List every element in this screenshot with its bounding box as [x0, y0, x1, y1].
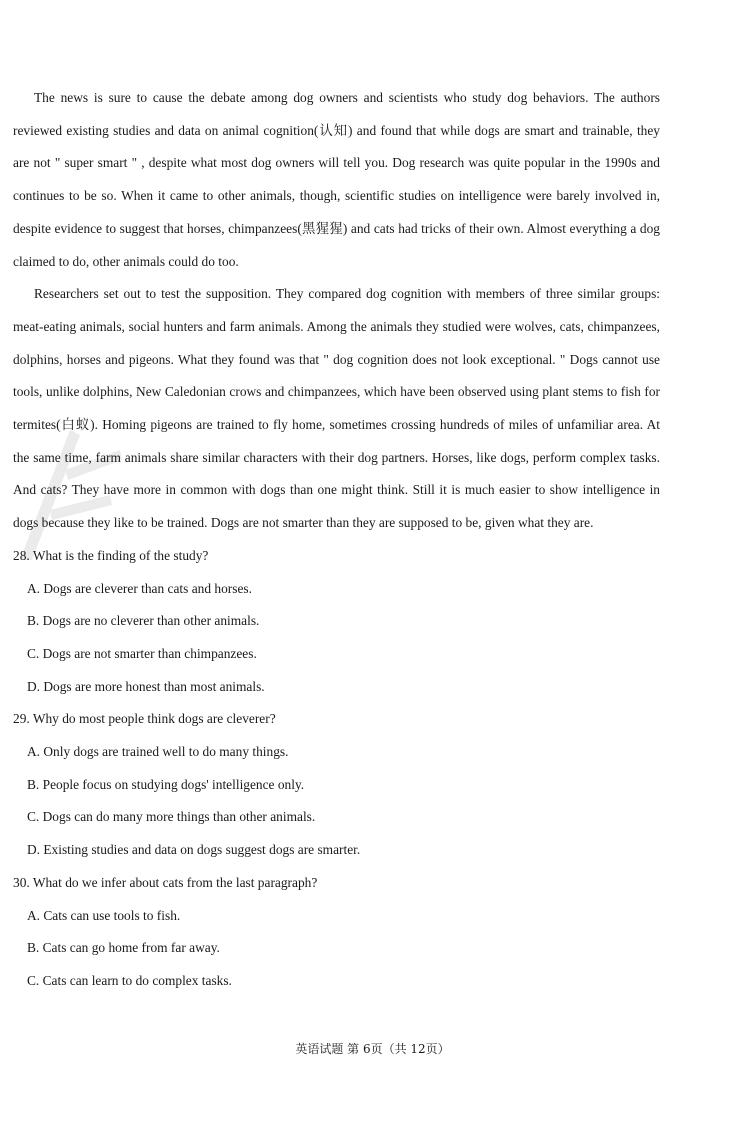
question-stem: 30. What do we infer about cats from the last paragraph?: [13, 874, 318, 890]
question-stem: 29. Why do most people think dogs are cleverer?: [13, 711, 276, 727]
option-b: B. Dogs are no cleverer than other animals.: [27, 613, 260, 629]
page-footer: 英语试题 第 6页（共 12页）: [295, 1042, 450, 1056]
option-c: C. Dogs can do many more things than other animals.: [27, 809, 316, 825]
option-a: A. Only dogs are trained well to do many things.: [27, 744, 289, 760]
exam-content: [13, 82, 660, 998]
question-28: [13, 540, 660, 704]
option-b: B. People focus on studying dogs' intelligence only.: [27, 776, 305, 792]
option-d: D. Dogs are more honest than most animals.: [27, 678, 265, 694]
option-c: C. Cats can learn to do complex tasks.: [27, 972, 232, 988]
question-stem: 28. What is the finding of the study?: [13, 547, 209, 563]
option-b: B. Cats can go home from far away.: [27, 940, 220, 956]
passage-paragraph-2: Researchers set out to test the supposition. They compared dog cognition with members of three similar groups: meat-eating animals, social hunters and farm animals. Among the animals they studied were wolves, cats, chimpanzees, dolphins, horses and pigeons. What they found was that " dog cognition does not look exceptional. " Dogs cannot use tools, unlike dolphins, New Caledonian crows and chimpanzees, which have been observed using plant stems to fish for termites(白蚁). Homing pigeons are trained to fly home, sometimes crossing hundreds of miles of unfamiliar area. At the same time, farm animals share similar characters with their dog partners. Horses, like dogs, perform complex tasks. And cats? They have more in common with dogs than one might think. Still it is much easier to show intelligence in dogs because they like to be trained. Dogs are not smarter than they are supposed to be, given what they are.: [13, 286, 660, 531]
question-29: [13, 703, 660, 867]
option-c: C. Dogs are not smarter than chimpanzees.: [27, 645, 257, 661]
option-a: A. Dogs are cleverer than cats and horses.: [27, 580, 252, 596]
option-a: A. Cats can use tools to fish.: [27, 907, 181, 923]
passage-paragraph-1: The news is sure to cause the debate among dog owners and scientists who study dog behaviors. The authors reviewed existing studies and data on animal cognition(认知) and found that while dogs are smart and trainable, they are not " super smart " , despite what most dog owners will tell you. Dog research was quite popular in the 1990s and continues to be so. When it came to other animals, though, scientific studies on intelligence were barely involved in, despite evidence to suggest that horses, chimpanzees(黑猩猩) and cats had tricks of their own. Almost everything a dog claimed to do, other animals could do too.: [13, 90, 660, 269]
question-30: [13, 867, 660, 998]
option-d: D. Existing studies and data on dogs suggest dogs are smarter.: [27, 842, 361, 858]
